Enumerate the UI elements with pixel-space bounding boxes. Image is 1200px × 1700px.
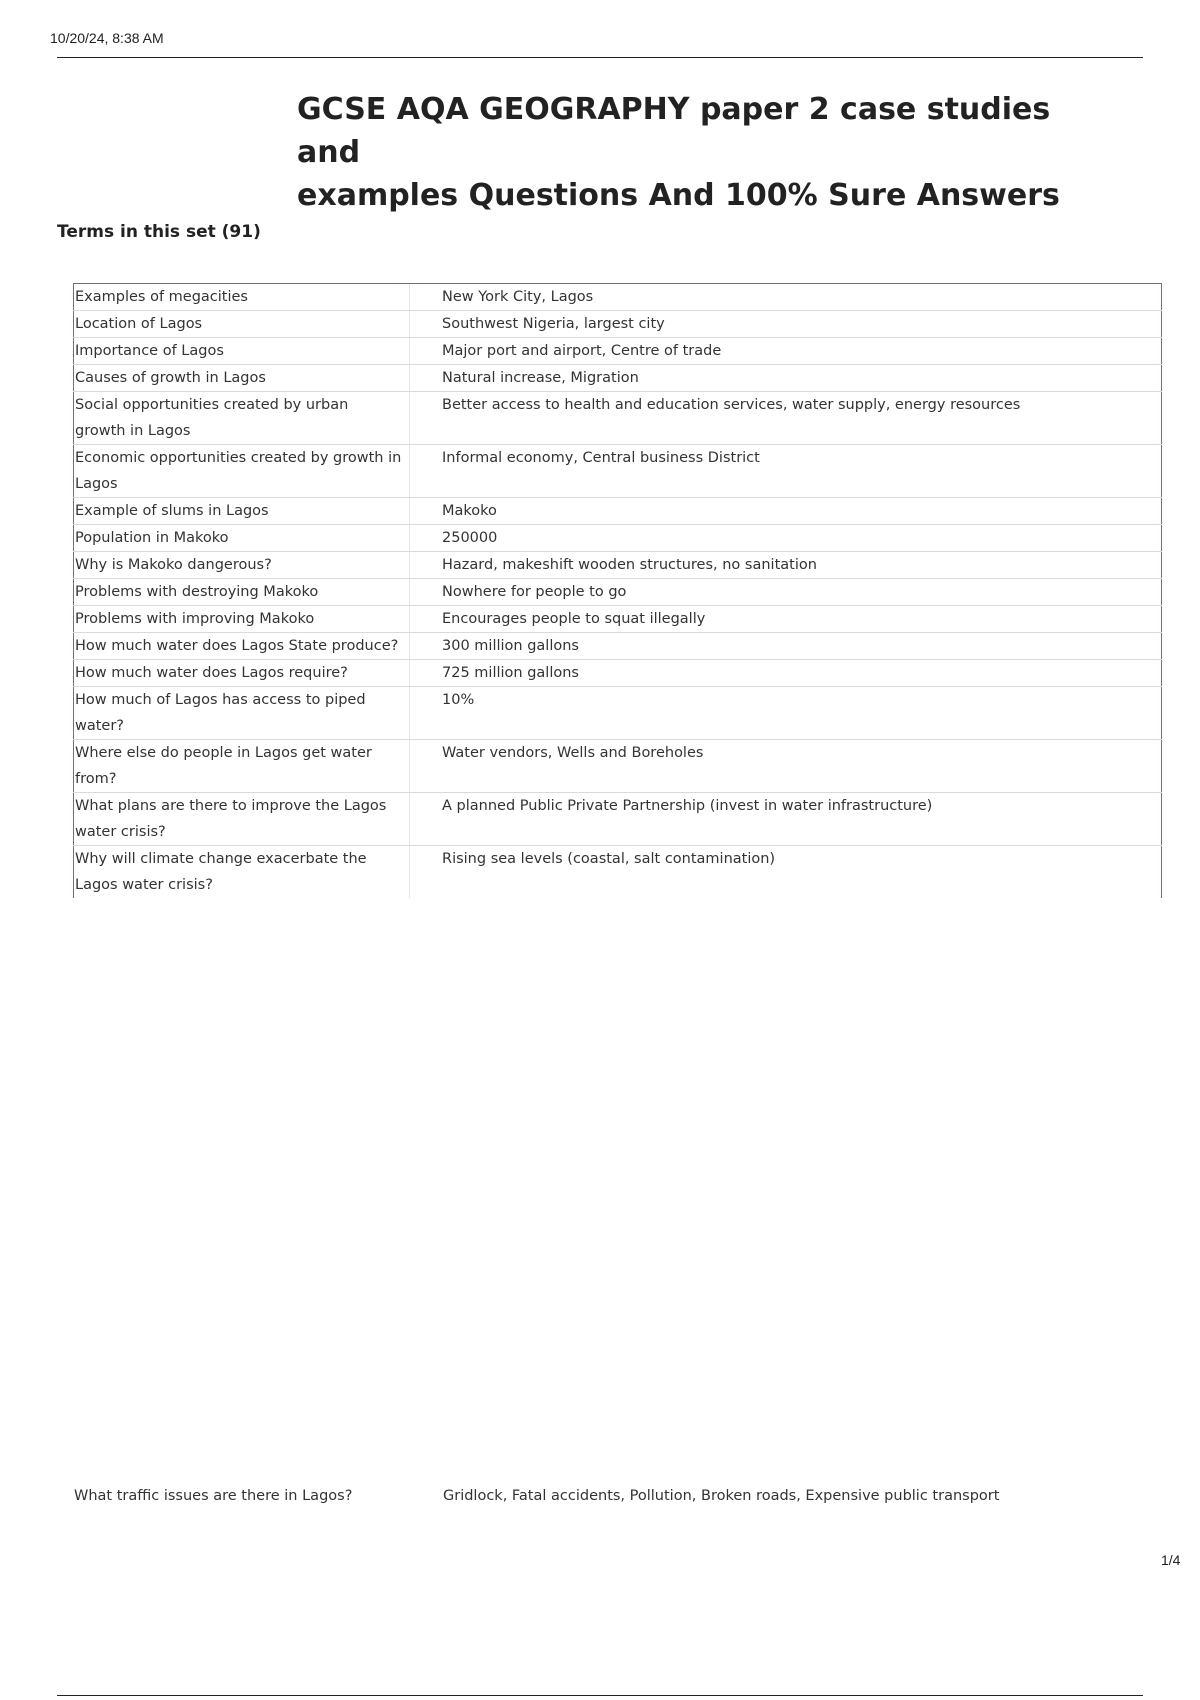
term-row <box>74 392 1162 445</box>
terms-table-body <box>74 284 1162 899</box>
term-cell: Social opportunities created by urban growth in Lagos <box>74 392 410 445</box>
term-cell: Importance of Lagos <box>74 338 410 365</box>
term-row <box>74 498 1162 525</box>
term-row <box>74 525 1162 552</box>
terms-count-heading: Terms in this set (91) <box>57 222 261 242</box>
document-title <box>297 88 1117 217</box>
definition-cell: Better access to health and education services, water supply, energy resources <box>410 392 1162 445</box>
term-row <box>74 740 1162 793</box>
title-line-1: GCSE AQA GEOGRAPHY paper 2 case studies and <box>297 92 1051 170</box>
term-cell: Where else do people in Lagos get water from? <box>74 740 410 793</box>
definition-cell: 725 million gallons <box>410 660 1162 687</box>
term-cell: Examples of megacities <box>74 284 410 311</box>
definition-cell: Nowhere for people to go <box>410 579 1162 606</box>
term-row <box>74 660 1162 687</box>
definition-cell: New York City, Lagos <box>410 284 1162 311</box>
term-row <box>74 311 1162 338</box>
definition-cell: Hazard, makeshift wooden structures, no sanitation <box>410 552 1162 579</box>
header-divider <box>57 57 1143 58</box>
term-row <box>74 846 1162 899</box>
term-cell: Economic opportunities created by growth in Lagos <box>74 445 410 498</box>
term-row <box>74 793 1162 846</box>
footer-divider <box>57 1695 1143 1696</box>
term-cell: What plans are there to improve the Lagos water crisis? <box>74 793 410 846</box>
term-row <box>74 633 1162 660</box>
term-cell: Example of slums in Lagos <box>74 498 410 525</box>
definition-cell: Rising sea levels (coastal, salt contamination) <box>410 846 1162 899</box>
definition-cell: 250000 <box>410 525 1162 552</box>
term-row <box>74 606 1162 633</box>
term-cell: Problems with improving Makoko <box>74 606 410 633</box>
definition-cell: 10% <box>410 687 1162 740</box>
definition-cell: 300 million gallons <box>410 633 1162 660</box>
definition-cell: Gridlock, Fatal accidents, Pollution, Broken roads, Expensive public transport <box>443 1488 1000 1504</box>
term-row <box>74 284 1162 311</box>
definition-cell: Makoko <box>410 498 1162 525</box>
definition-cell: Water vendors, Wells and Boreholes <box>410 740 1162 793</box>
term-row <box>74 445 1162 498</box>
term-cell: What traffic issues are there in Lagos? <box>74 1488 353 1504</box>
term-row <box>74 365 1162 392</box>
definition-cell: Major port and airport, Centre of trade <box>410 338 1162 365</box>
term-cell: How much water does Lagos require? <box>74 660 410 687</box>
term-row <box>74 579 1162 606</box>
term-cell: Why is Makoko dangerous? <box>74 552 410 579</box>
definition-cell: A planned Public Private Partnership (invest in water infrastructure) <box>410 793 1162 846</box>
term-cell: Why will climate change exacerbate the Lagos water crisis? <box>74 846 410 899</box>
term-row <box>74 338 1162 365</box>
print-timestamp: 10/20/24, 8:38 AM <box>50 30 164 46</box>
term-cell: Causes of growth in Lagos <box>74 365 410 392</box>
definition-cell: Southwest Nigeria, largest city <box>410 311 1162 338</box>
page-number: 1/4 <box>1161 1552 1181 1568</box>
term-cell: Problems with destroying Makoko <box>74 579 410 606</box>
terms-table <box>73 283 1162 898</box>
term-cell: Population in Makoko <box>74 525 410 552</box>
definition-cell: Encourages people to squat illegally <box>410 606 1162 633</box>
term-row <box>74 552 1162 579</box>
term-cell: How much of Lagos has access to piped water? <box>74 687 410 740</box>
definition-cell: Natural increase, Migration <box>410 365 1162 392</box>
term-cell: Location of Lagos <box>74 311 410 338</box>
title-line-2: examples Questions And 100% Sure Answers <box>297 178 1060 213</box>
term-cell: How much water does Lagos State produce? <box>74 633 410 660</box>
term-row <box>74 687 1162 740</box>
definition-cell: Informal economy, Central business District <box>410 445 1162 498</box>
